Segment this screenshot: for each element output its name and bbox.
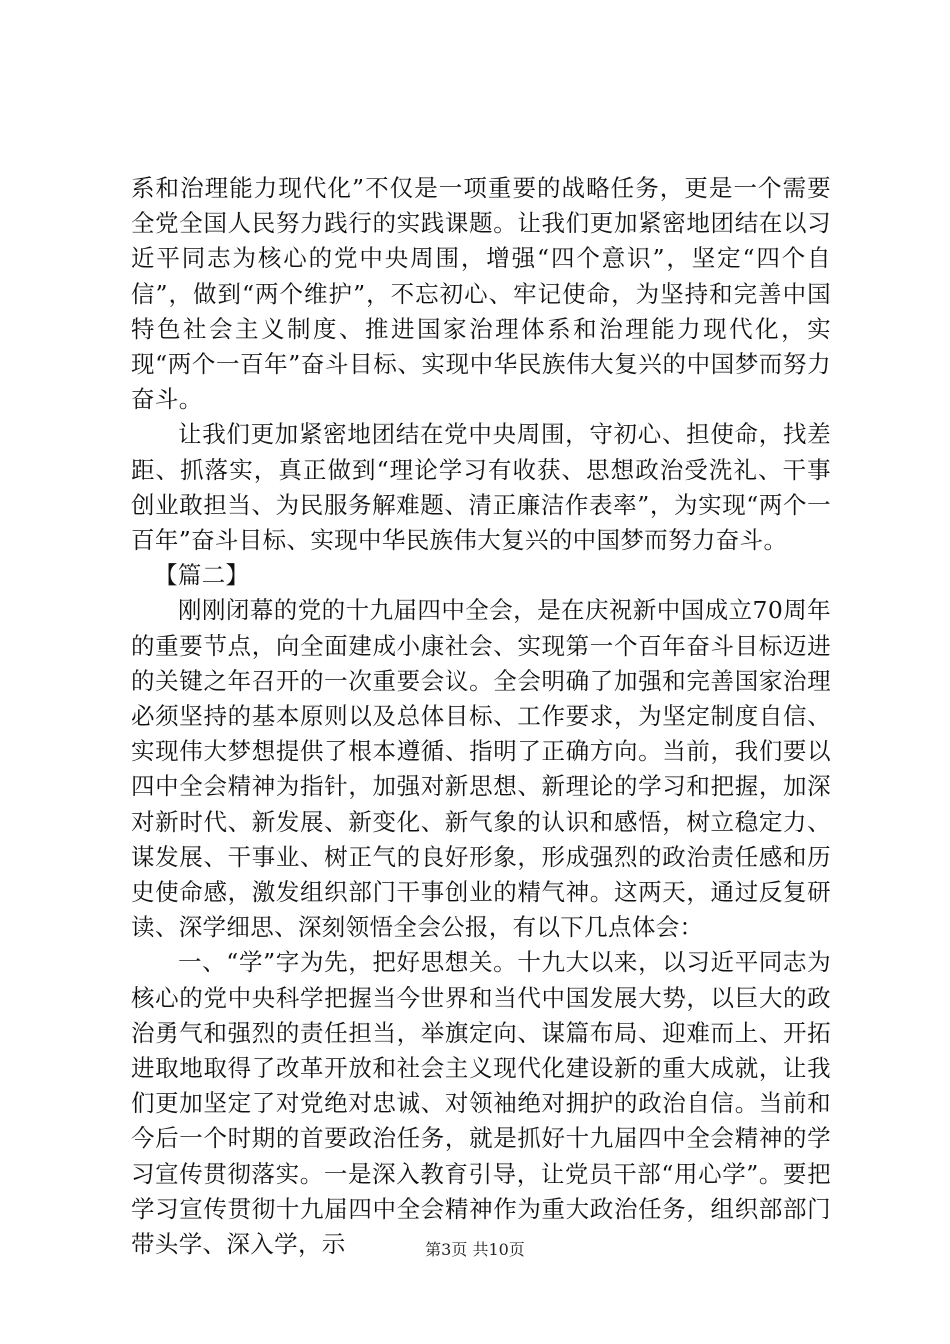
paragraph-continuation: 系和治理能力现代化”不仅是一项重要的战略任务，更是一个需要全党全国人民努力践行的实践课题。让我们更加紧密地团结在以习近平同志为核心的党中央周围，增强“四个意识”，坚定“四个自信”，做到“两个维护”，不忘初心、牢记使命，为坚持和完善中国特色社会主义制度、推进国家治理体系和治理能力现代化，实现“两个一百年”奋斗目标、实现中华民族伟大复兴的中国梦而努力奋斗。	[131, 174, 831, 414]
page-footer: 第3页 共10页	[425, 1240, 525, 1259]
paragraph-point-one: 一、“学”字为先，把好思想关。十九大以来，以习近平同志为核心的党中央科学把握当今世界和当代中国发展大势，以巨大的政治勇气和强烈的责任担当，举旗定向、谋篇布局、迎难而上、开拓进取地取得了改革开放和社会主义现代化建设新的重大成就，让我们更加坚定了对党绝对忠诚、对领袖绝对拥护的政治自信。当前和今后一个时期的首要政治任务，就是抓好十九届四中全会精神的学习宣传贯彻落实。一是深入教育引导，让党员干部“用心学”。要把学习宣传贯彻十九届四中全会精神作为重大政治任务，组织部部门带头学、深入学，示	[131, 948, 831, 1259]
paragraph-closing-call: 让我们更加紧密地团结在党中央周围，守初心、担使命，找差距、抓落实，真正做到“理论学习有收获、思想政治受洗礼、干事创业敢担当、为民服务解难题、清正廉洁作表率”，为实现“两个一百年”奋斗目标、实现中华民族伟大复兴的中国梦而努力奋斗。	[131, 420, 831, 555]
paragraph-intro: 刚刚闭幕的党的十九届四中全会，是在庆祝新中国成立70周年的重要节点，向全面建成小康社会、实现第一个百年奋斗目标迈进的关键之年召开的一次重要会议。全会明确了加强和完善国家治理必须坚持的基本原则以及总体目标、工作要求，为坚定制度自信、实现伟大梦想提供了根本遵循、指明了正确方向。当前，我们要以四中全会精神为指针，加强对新思想、新理论的学习和把握，加深对新时代、新发展、新变化、新气象的认识和感悟，树立稳定力、谋发展、干事业、树正气的良好形象，形成强烈的政治责任感和历史使命感，激发组织部门干事创业的精气神。这两天，通过反复研读、深学细思、深刻领悟全会公报，有以下几点体会：	[131, 596, 831, 942]
section-heading: 【篇二】	[154, 561, 250, 590]
document-body	[131, 171, 831, 1262]
